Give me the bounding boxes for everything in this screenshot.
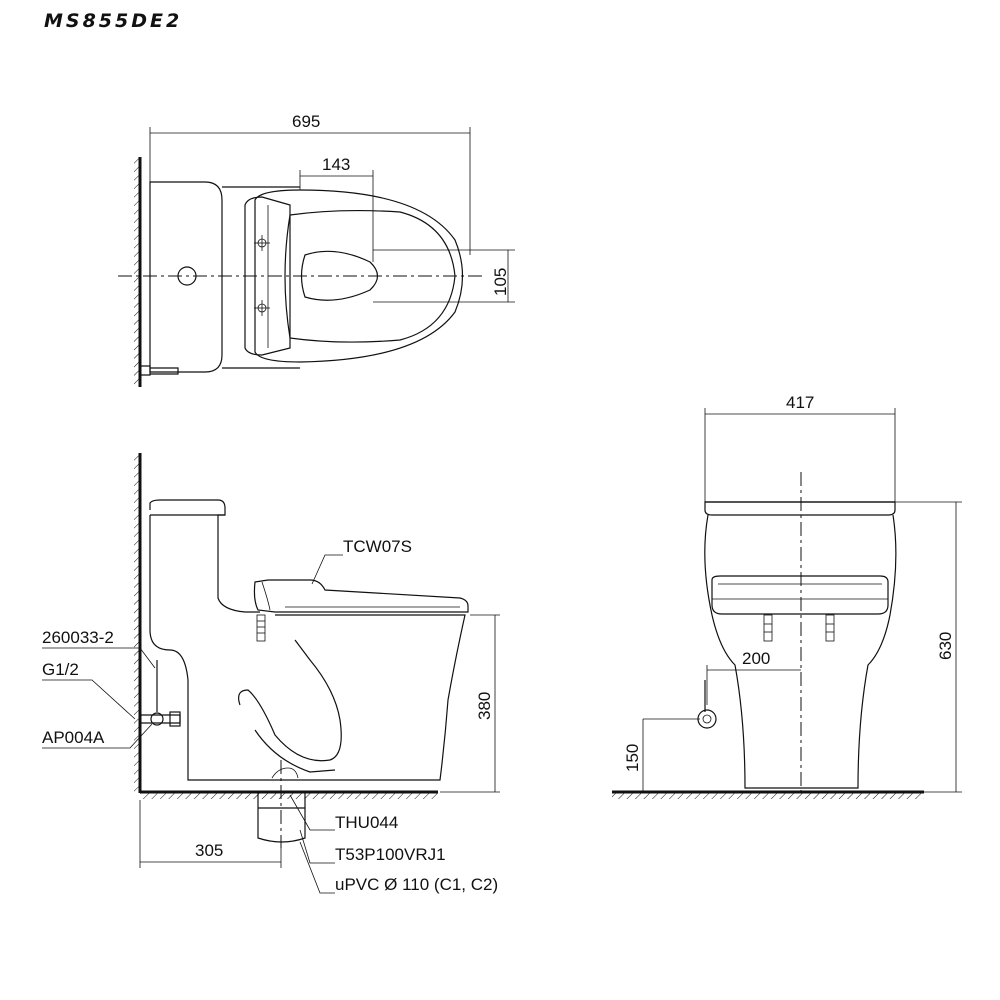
side-valve-outlet (170, 712, 180, 726)
label-valve: AP004A (42, 728, 105, 747)
top-tank (150, 182, 222, 372)
side-view (42, 453, 500, 894)
leader-flange (290, 795, 335, 830)
dim-200-label: 200 (742, 649, 771, 668)
side-body (150, 515, 465, 780)
dim-630-label: 630 (936, 631, 955, 660)
front-view (612, 393, 962, 799)
leader-thread (42, 680, 135, 719)
front-valve (698, 710, 716, 728)
label-pipe: uPVC Ø 110 (C1, C2) (335, 875, 499, 894)
label-thread: G1/2 (42, 660, 79, 679)
top-supply-pipe (150, 368, 178, 374)
side-outlet-neck (272, 768, 298, 778)
side-seat-bolt (257, 615, 265, 641)
side-trapway-lower (255, 730, 335, 772)
dim-695-label: 695 (292, 112, 321, 131)
dim-417-label: 417 (786, 393, 815, 412)
label-flange: THU044 (335, 813, 399, 832)
side-trapway (239, 640, 342, 761)
side-valve-body (140, 715, 180, 723)
front-floor (612, 793, 924, 799)
label-trap: T53P100VRJ1 (335, 845, 446, 864)
side-tank (150, 500, 260, 612)
dim-143-label: 143 (322, 155, 351, 174)
front-tank-top (705, 502, 895, 515)
top-view (118, 112, 515, 387)
front-body (705, 515, 896, 788)
side-floor (140, 793, 438, 799)
label-seat: TCW07S (343, 537, 412, 556)
leader-seat (312, 555, 343, 584)
leader-pipe (300, 842, 335, 893)
front-seat (712, 576, 888, 614)
label-hose: 260033-2 (42, 628, 114, 647)
front-bolt-left (764, 615, 772, 641)
dim-150-label: 150 (623, 743, 642, 772)
front-bolt-right (826, 615, 834, 641)
model-title: MS855DE2 (44, 10, 183, 32)
front-valve-core (703, 715, 711, 723)
dim-305-label: 305 (195, 841, 224, 860)
dim-105-label: 105 (491, 267, 510, 296)
dim-380-label: 380 (475, 691, 494, 720)
